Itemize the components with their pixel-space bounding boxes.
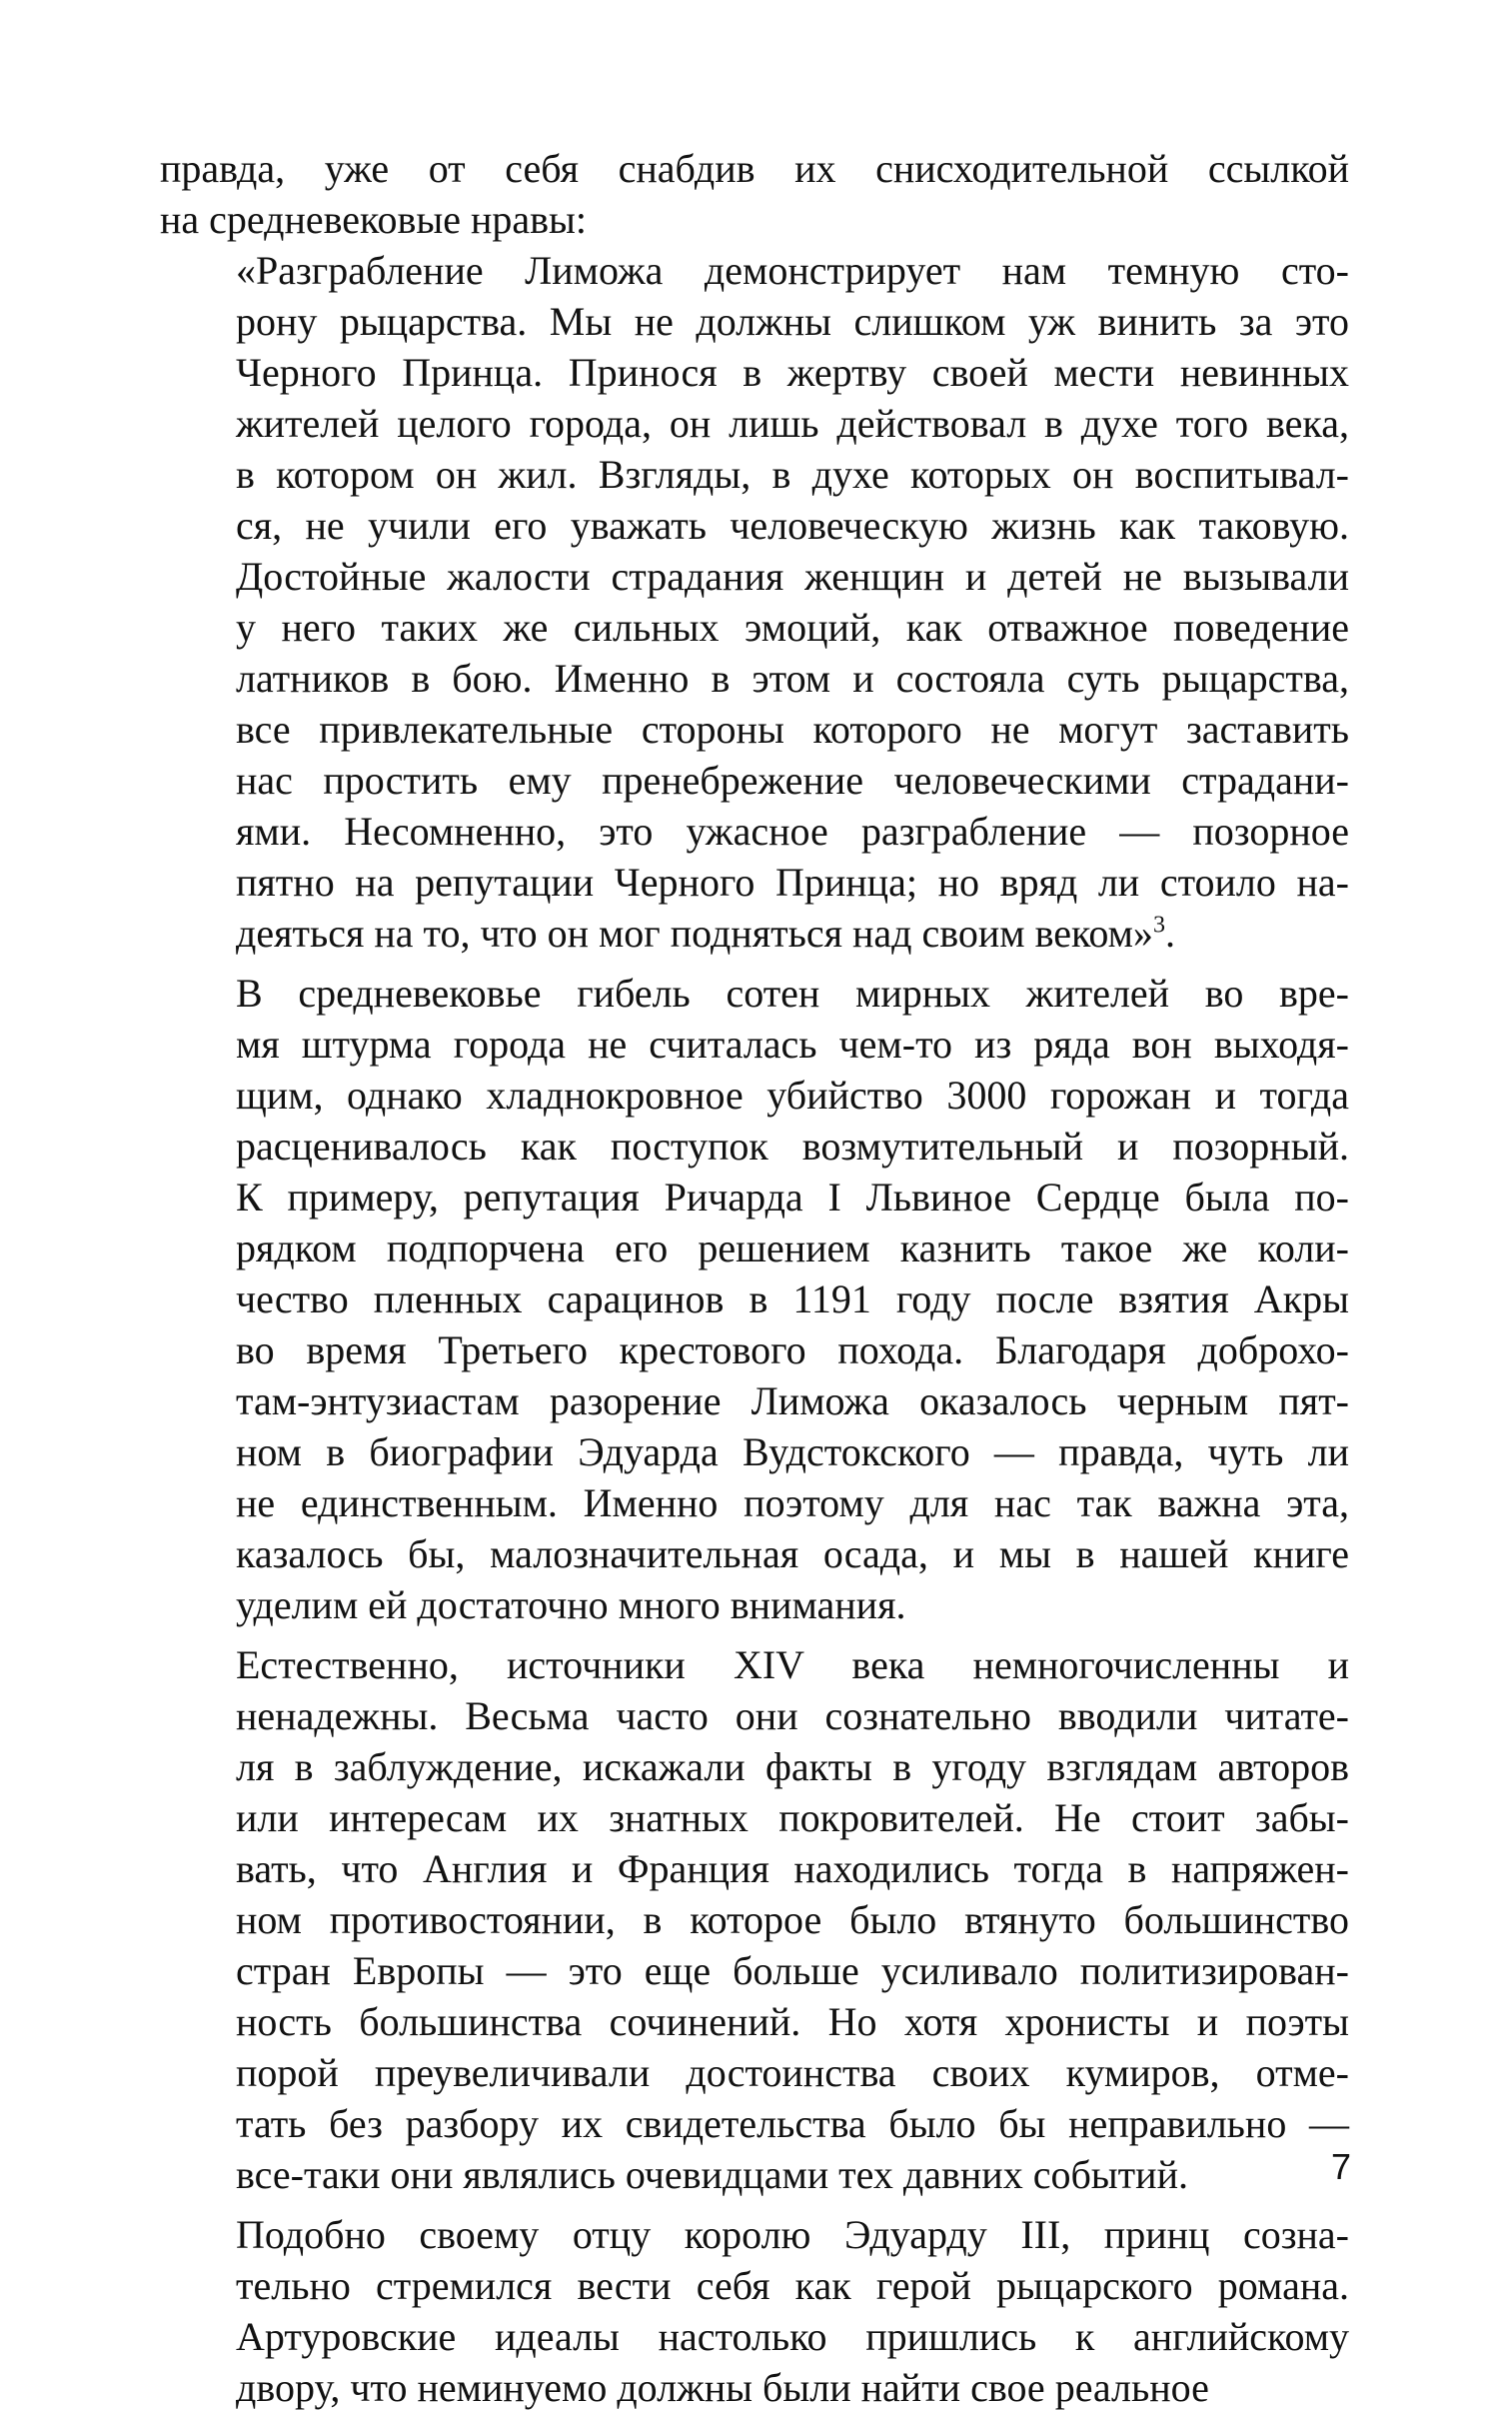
text-line: Подобно своему отцу королю Эдуарду III, принц созна- bbox=[236, 2212, 1349, 2257]
paragraph-2-quote bbox=[160, 245, 1349, 959]
text-line: В средневековье гибель сотен мирных жителей во вре- bbox=[236, 971, 1349, 1016]
text-line: ном противостоянии, в которое было втянуто большинство bbox=[236, 1897, 1349, 1942]
text-line: не единственным. Именно поэтому для нас так важна эта, bbox=[236, 1480, 1349, 1525]
text-line: Артуровские идеалы настолько пришлись к английскому bbox=[236, 2314, 1349, 2359]
text-line: вать, что Англия и Франция находились тогда в напряжен- bbox=[236, 1846, 1349, 1891]
page-number: 7 bbox=[1330, 2146, 1351, 2187]
text-line: расценивалось как поступок возмутительный и позорный. bbox=[236, 1124, 1349, 1169]
text-line: щим, однако хладнокровное убийство 3000 горожан и тогда bbox=[236, 1073, 1349, 1118]
text-line: Естественно, источники XIV века немногочисленны и bbox=[236, 1642, 1349, 1687]
footnote-trailing-punctuation: . bbox=[1164, 911, 1175, 956]
text-line: у него таких же сильных эмоций, как отважное поведение bbox=[236, 605, 1349, 650]
text-line: ненадежны. Весьма часто они сознательно вводили читате- bbox=[236, 1693, 1349, 1738]
text-line: стран Европы — это еще больше усиливало политизирован- bbox=[236, 1948, 1349, 1993]
text-line: ность большинства сочинений. Но хотя хронисты и поэты bbox=[236, 1999, 1349, 2044]
text-line: ном в биографии Эдуарда Вудстокского — правда, чуть ли bbox=[236, 1429, 1349, 1474]
text-line: нас простить ему пренебрежение человеческими страдани- bbox=[236, 758, 1349, 803]
text-line: мя штурма города не считалась чем-то из ряда вон выходя- bbox=[236, 1022, 1349, 1067]
text-line: пятно на репутации Черного Принца; но вряд ли стоило на- bbox=[236, 860, 1349, 905]
text-line: в котором он жил. Взгляды, в духе которых он воспитывал- bbox=[236, 452, 1349, 497]
paragraph-3 bbox=[160, 968, 1349, 1630]
text-line: латников в бою. Именно в этом и состояла суть рыцарства, bbox=[236, 656, 1349, 701]
footnote-marker[interactable]: 3 bbox=[1152, 912, 1165, 939]
text-line: Достойные жалости страдания женщин и детей не вызывали bbox=[236, 554, 1349, 599]
text-line: рядком подпорчена его решением казнить такое же коли- bbox=[236, 1225, 1349, 1270]
text-line: рону рыцарства. Мы не должны слишком уж винить за это bbox=[236, 299, 1349, 344]
body-text bbox=[160, 143, 1349, 2413]
text-line: Черного Принца. Принося в жертву своей мести невинных bbox=[236, 350, 1349, 395]
text-line: чество пленных сарацинов в 1191 году после взятия Акры bbox=[236, 1276, 1349, 1321]
text-line: ся, не учили его уважать человеческую жизнь как таковую. bbox=[236, 503, 1349, 548]
paragraph-4 bbox=[160, 1639, 1349, 2200]
paragraph-5 bbox=[160, 2209, 1349, 2413]
text-line: ями. Несомненно, это ужасное разграбление — позорное bbox=[236, 809, 1349, 854]
text-line: «Разграбление Лиможа демонстрирует нам темную сто- bbox=[236, 248, 1349, 293]
text-line: во время Третьего крестового похода. Благодаря доброхо- bbox=[236, 1327, 1349, 1372]
text-line: правда, уже от себя снабдив их снисходительной ссылкой bbox=[160, 146, 1349, 191]
text-line: жителей целого города, он лишь действовал в духе того века, bbox=[236, 401, 1349, 446]
text-line: тельно стремился вести себя как герой рыцарского романа. bbox=[236, 2263, 1349, 2308]
paragraph-1 bbox=[160, 143, 1349, 245]
text-line: на средневековые нравы: bbox=[160, 197, 588, 242]
text-line: двору, что неминуемо должны были найти свое реальное bbox=[236, 2365, 1209, 2410]
text-line: деяться на то, что он мог подняться над своим веком»$^3$. bbox=[236, 911, 1175, 956]
text-line: все-таки они являлись очевидцами тех давних событий. bbox=[236, 2152, 1188, 2197]
text-line: порой преувеличивали достоинства своих кумиров, отме- bbox=[236, 2050, 1349, 2095]
text-line: уделим ей достаточно много внимания. bbox=[236, 1582, 906, 1627]
text-line: К примеру, репутация Ричарда I Львиное Сердце была по- bbox=[236, 1175, 1349, 1219]
text-line: там-энтузиастам разорение Лиможа оказалось черным пят- bbox=[236, 1378, 1349, 1423]
text-line: все привлекательные стороны которого не могут заставить bbox=[236, 707, 1349, 752]
text-line: ля в заблуждение, искажали факты в угоду взглядам авторов bbox=[236, 1744, 1349, 1789]
text-line: или интересам их знатных покровителей. Не стоит забы- bbox=[236, 1795, 1349, 1840]
text-line: казалось бы, малозначительная осада, и мы в нашей книге bbox=[236, 1531, 1349, 1576]
text-line: тать без разбору их свидетельства было бы неправильно — bbox=[236, 2101, 1349, 2146]
